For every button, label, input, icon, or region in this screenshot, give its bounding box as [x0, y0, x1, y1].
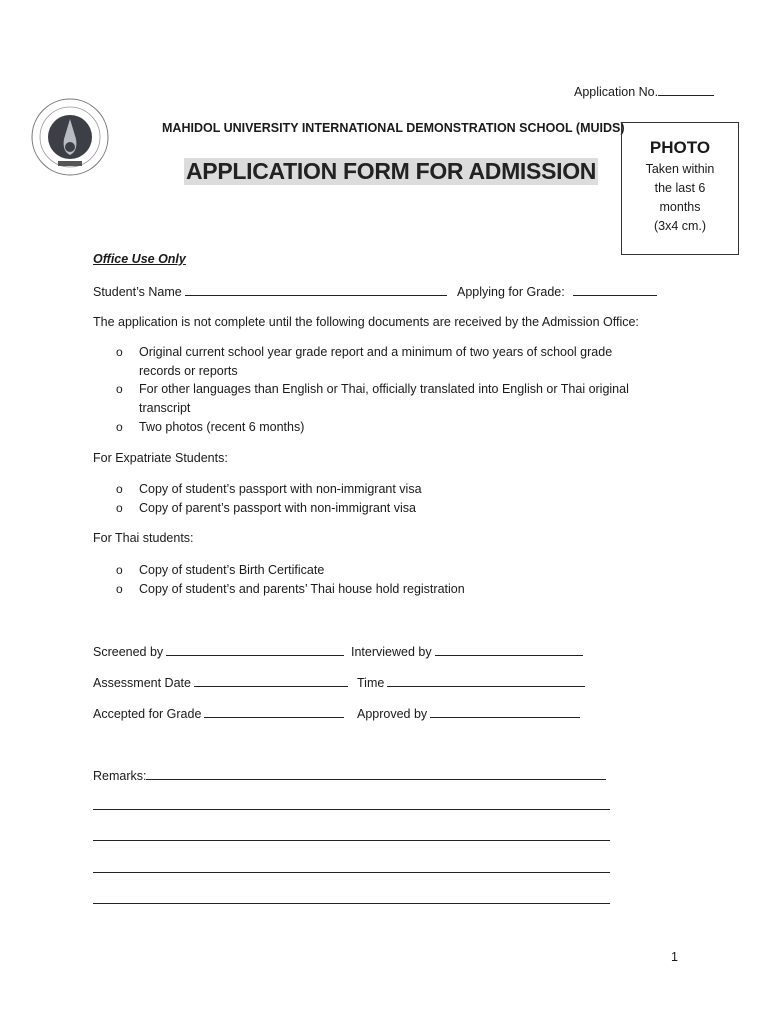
approved-by-blank[interactable] [430, 706, 580, 718]
thai-requirement-item: Copy of student’s and parents’ Thai house hold registration [139, 582, 465, 596]
photo-instruction-line: (3x4 cm.) [653, 219, 707, 233]
grade-field[interactable] [457, 284, 657, 299]
accepted-for-grade-label: Accepted for Grade [93, 707, 202, 721]
interviewed-by-blank[interactable] [435, 644, 583, 656]
student-name-field[interactable] [93, 284, 447, 299]
interviewed-by-label: Interviewed by [351, 645, 432, 659]
photo-title: PHOTO [649, 138, 711, 157]
remarks-line[interactable] [93, 903, 610, 904]
photo-box [621, 122, 739, 255]
expat-heading: For Expatriate Students: [93, 451, 228, 465]
approved-by-field[interactable] [357, 706, 580, 721]
screened-by-field[interactable] [93, 644, 344, 659]
bullet-icon: o [116, 345, 123, 359]
office-use-heading: Office Use Only [93, 252, 186, 266]
bullet-icon: o [116, 582, 123, 596]
requirement-item: Original current school year grade report and a minimum of two years of school grade records or reports [139, 345, 613, 378]
student-name-blank[interactable] [185, 284, 447, 296]
requirements-intro: The application is not complete until the following documents are received by the Admission Office: [93, 315, 639, 329]
remarks-label: Remarks: [93, 769, 147, 783]
remarks-line[interactable] [93, 809, 610, 810]
remarks-blank[interactable] [146, 768, 606, 780]
time-field[interactable] [357, 675, 585, 690]
photo-instruction-line: Taken within [645, 162, 715, 176]
photo-instruction-line: the last 6 [654, 181, 706, 195]
expat-requirement-item: Copy of parent’s passport with non-immigrant visa [139, 501, 416, 515]
remarks-line[interactable] [93, 872, 610, 873]
bullet-icon: o [116, 563, 123, 577]
interviewed-by-field[interactable] [351, 644, 583, 659]
requirement-item: For other languages than English or Thai, officially translated into English or Thai original transcript [139, 382, 629, 415]
accepted-for-grade-blank[interactable] [204, 706, 344, 718]
remarks-field[interactable] [93, 768, 606, 783]
assessment-date-label: Assessment Date [93, 676, 191, 690]
grade-label: Applying for Grade: [457, 285, 565, 299]
approved-by-label: Approved by [357, 707, 428, 721]
screened-by-blank[interactable] [166, 644, 344, 656]
screened-by-label: Screened by [93, 645, 164, 659]
school-logo [30, 97, 110, 177]
grade-blank[interactable] [573, 284, 657, 296]
thai-heading: For Thai students: [93, 531, 194, 545]
bullet-icon: o [116, 420, 123, 434]
application-no-field[interactable] [574, 84, 714, 99]
application-no-label: Application No. [574, 85, 659, 99]
assessment-date-blank[interactable] [194, 675, 348, 687]
remarks-line[interactable] [93, 840, 610, 841]
time-label: Time [357, 676, 385, 690]
school-name: MAHIDOL UNIVERSITY INTERNATIONAL DEMONSTRATION SCHOOL (MUIDS) [162, 121, 625, 135]
time-blank[interactable] [387, 675, 585, 687]
bullet-icon: o [116, 382, 123, 396]
bullet-icon: o [116, 501, 123, 515]
form-title: APPLICATION FORM FOR ADMISSION [186, 158, 597, 184]
expat-requirement-item: Copy of student’s passport with non-immigrant visa [139, 482, 422, 496]
requirement-item: Two photos (recent 6 months) [139, 420, 305, 434]
student-name-label: Student’s Name [93, 285, 182, 299]
application-no-blank[interactable] [658, 84, 714, 96]
thai-requirement-item: Copy of student’s Birth Certificate [139, 563, 325, 577]
assessment-date-field[interactable] [93, 675, 348, 690]
photo-instruction-line: months [659, 200, 701, 214]
accepted-for-grade-field[interactable] [93, 706, 344, 721]
page-number: 1 [671, 950, 678, 964]
bullet-icon: o [116, 482, 123, 496]
